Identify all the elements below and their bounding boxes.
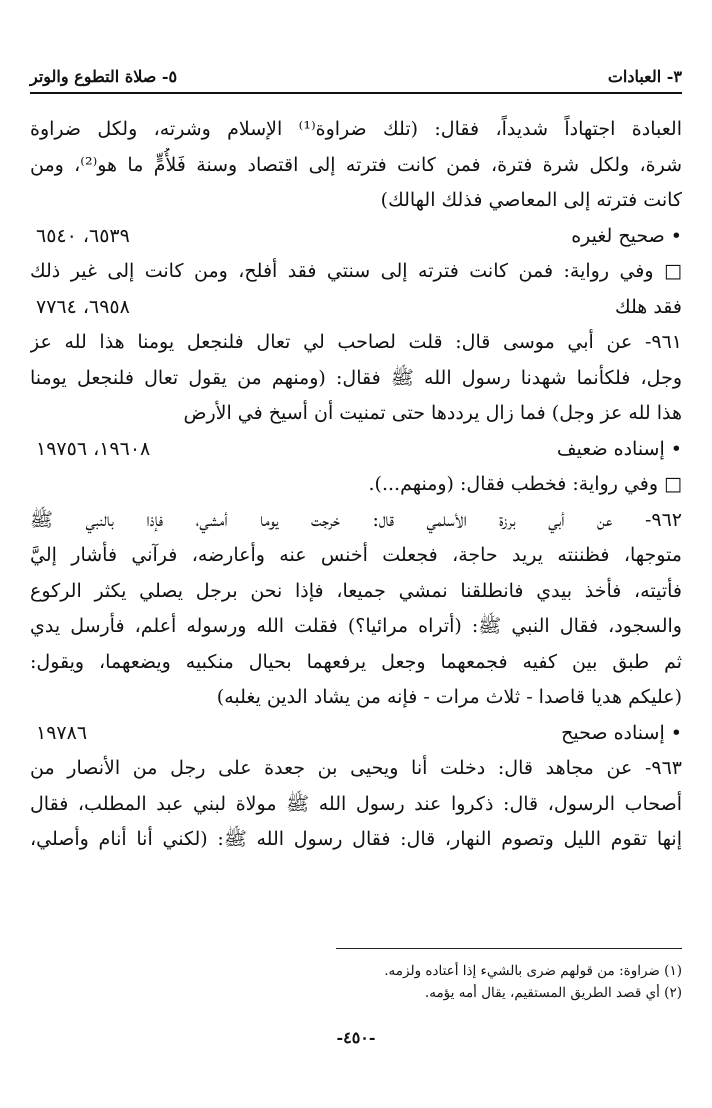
- grade-row: [30, 716, 682, 752]
- text-line: والسجود، فقال النبي ﷺ: (أتراه مرائيا؟) فقلت الله ورسوله أعلم، فأرسل يدي: [30, 615, 682, 637]
- text-line: هذا لله عز وجل) فما زال يرددها حتى تمنيت أن أسيخ في الأرض: [183, 402, 682, 424]
- hadith-963: [30, 751, 682, 858]
- text-line: فأتيته، فأخذ بيدي فانطلقنا نمشي جميعا، فإذا نحن برجل يصلي يكثر الركوع: [30, 579, 682, 602]
- paragraph-continuation: [30, 112, 682, 219]
- hadith-references: ١٩٦٠٨، ١٩٧٥٦: [36, 437, 151, 460]
- header-rule: [30, 92, 682, 94]
- page-body: [30, 112, 682, 858]
- text-line: متوجها، فظننته يريد حاجة، فجعلت أخنس عنه وأعارضه، فرآني فأشار إليَّ: [30, 544, 682, 566]
- text-line: شرة، ولكل شرة فترة، فمن كانت فترته إلى اقتصاد وسنة فَلأُمٍّ ما هو⁽²⁾، ومن: [30, 153, 682, 176]
- text-line: □ وفي رواية: فخطب فقال: (ومنهم...).: [368, 473, 682, 495]
- text-line: أصحاب الرسول، قال: ذكروا عند رسول الله ﷺ مولاة لبني عبد المطلب، فقال: [30, 792, 682, 815]
- grade-row: [30, 219, 682, 255]
- text-line: إنها تقوم الليل وتصوم النهار، قال: فقال رسول الله ﷺ: (لكني أنا أنام وأصلي،: [30, 828, 682, 850]
- text-line: ٩٦٣- عن مجاهد قال: دخلت أنا ويحيى بن جعدة على رجل من الأنصار من: [30, 757, 682, 779]
- text-line: وجل، فلكأنما شهدنا رسول الله ﷺ فقال: (ومنهم من يقول تعال فلنجعل يومنا: [30, 366, 682, 389]
- header-section: ٥- صلاة التطوع والوتر: [30, 66, 178, 86]
- text-line: ثم طبق بين كفيه فجمعهما وجعل يرفعهما بحيال منكبيه ويضعهما، ويقول:: [30, 650, 682, 673]
- text-line: العبادة اجتهاداً شديداً، فقال: (تلك ضراوة⁽¹⁾ الإسلام وشرته، ولكل ضراوة: [30, 118, 682, 140]
- header-chapter: ٣- العبادات: [607, 66, 682, 86]
- hadith-references: ١٩٧٨٦: [36, 721, 88, 744]
- text-line: كانت فترته إلى المعاصي فذلك الهالك): [380, 189, 682, 211]
- narration-variant: [30, 467, 682, 503]
- hadith-grade: • صحيح لغيره: [571, 224, 682, 247]
- hadith-961: [30, 325, 682, 432]
- hadith-references: ٦٥٣٩، ٦٥٤٠: [36, 224, 130, 247]
- footnote-rule: [336, 948, 682, 949]
- grade-row: [30, 290, 682, 326]
- footnote: (٢) أي قصد الطريق المستقيم، يقال أمه يؤمه.: [424, 985, 682, 1001]
- footnote: (١) ضراوة: من قولهم ضرى بالشيء إذا أعتاده ولزمه.: [384, 963, 682, 979]
- text-line: ٩٦١- عن أبي موسى قال: قلت لصاحب لي تعال فلنجعل يومنا هذا لله عز: [30, 331, 682, 353]
- hadith-grade: • إسناده ضعيف: [556, 437, 682, 460]
- running-header: [30, 62, 682, 90]
- hadith-962: [30, 503, 682, 716]
- text-line: ٩٦٢- عن أبي برزة الأسلمي قال: خرجت يوما أمشي، فإذا بالنبي ﷺ: [30, 508, 682, 531]
- text-line: (عليكم هديا قاصدا - ثلاث مرات - فإنه من يشاد الدين يغلبه): [216, 686, 682, 708]
- hadith-grade: • إسناده صحيح: [561, 721, 682, 744]
- narration-ending: فقد هلك: [614, 295, 682, 318]
- hadith-references: ٦٩٥٨، ٧٧٦٤: [36, 295, 130, 318]
- page-number: -٤٥٠-: [336, 1028, 376, 1047]
- grade-row: [30, 432, 682, 468]
- narration-variant: [30, 254, 682, 290]
- text-line: □ وفي رواية: فمن كانت فترته إلى سنتي فقد أفلح، ومن كانت إلى غير ذلك: [30, 260, 682, 282]
- footnotes: [30, 960, 682, 1004]
